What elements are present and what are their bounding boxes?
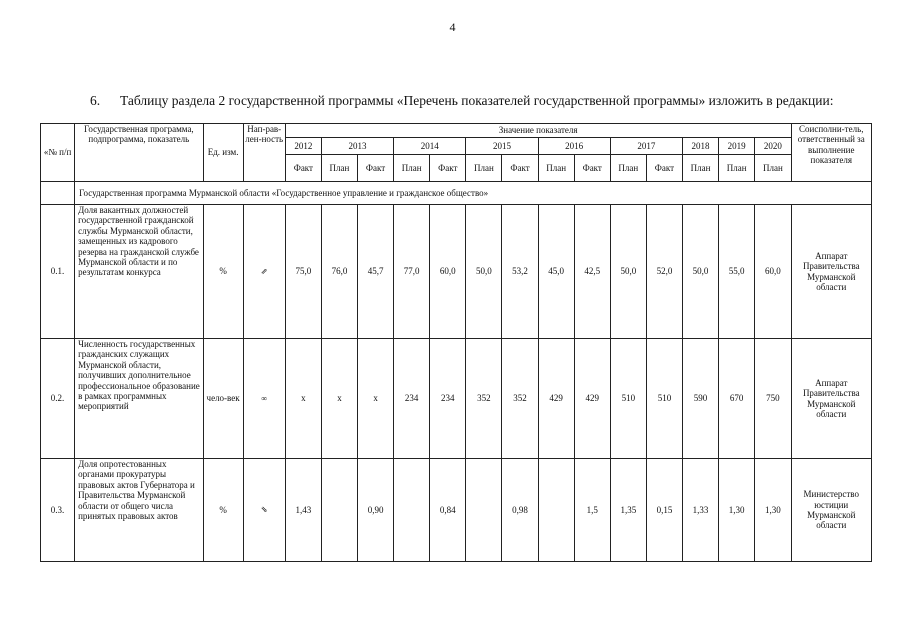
indicators-table [40, 123, 872, 562]
value-cell: 53,2 [502, 205, 538, 339]
value-cell: 750 [755, 339, 791, 459]
subheader-cell: План [719, 155, 755, 182]
value-cell: 352 [466, 339, 502, 459]
value-cell: 55,0 [719, 205, 755, 339]
row-unit: % [203, 205, 243, 339]
subheader-cell: План [466, 155, 502, 182]
row-unit: чело-век [203, 339, 243, 459]
value-cell: 1,30 [719, 459, 755, 562]
value-cell: 75,0 [285, 205, 321, 339]
subheader-cell: План [610, 155, 646, 182]
year-header: 2017 [610, 138, 682, 155]
value-cell: 234 [394, 339, 430, 459]
value-cell: 234 [430, 339, 466, 459]
year-header: 2015 [466, 138, 538, 155]
value-cell: 60,0 [755, 205, 791, 339]
row-indicator-name: Доля вакантных должностей государственной гражданской службы Мурманской области, замещенных из кадрового резерва на гражданской службе Мурманской области и по результатам конкурса [75, 205, 203, 339]
row-executor: Аппарат Правительства Мурманской области [791, 205, 871, 339]
program-row [41, 182, 872, 205]
value-cell [394, 459, 430, 562]
program-row-num [41, 182, 75, 205]
subheader-cell: Факт [646, 155, 682, 182]
value-cell: 50,0 [466, 205, 502, 339]
value-cell: 1,5 [574, 459, 610, 562]
value-cell: 45,7 [358, 205, 394, 339]
year-header: 2020 [755, 138, 791, 155]
value-cell: 50,0 [683, 205, 719, 339]
row-unit: % [203, 459, 243, 562]
value-cell: 50,0 [610, 205, 646, 339]
value-cell: 590 [683, 339, 719, 459]
table-row [41, 205, 872, 339]
intro-paragraph [38, 93, 873, 108]
header-unit: Ед. изм. [203, 124, 243, 182]
row-indicator-name: Численность государственных гражданских служащих Мурманской области, получивших дополнительное профессиональное образование в рамках программных мероприятий [75, 339, 203, 459]
value-cell: x [321, 339, 357, 459]
year-header: 2016 [538, 138, 610, 155]
value-cell: 0,15 [646, 459, 682, 562]
value-cell: 52,0 [646, 205, 682, 339]
year-header: 2013 [321, 138, 393, 155]
value-cell: 1,35 [610, 459, 646, 562]
value-cell: 0,98 [502, 459, 538, 562]
value-cell: 77,0 [394, 205, 430, 339]
program-title: Государственная программа Мурманской области «Государственное управление и гражданское общество» [75, 182, 872, 205]
year-header: 2014 [394, 138, 466, 155]
value-cell: 0,90 [358, 459, 394, 562]
value-cell: 60,0 [430, 205, 466, 339]
row-indicator-name: Доля опротестованных органами прокуратуры правовых актов Губернатора и Правительства Мурманской области от общего числа принятых правовых актов [75, 459, 203, 562]
table-row [41, 459, 872, 562]
value-cell: 1,33 [683, 459, 719, 562]
subheader-cell: Факт [502, 155, 538, 182]
value-cell: 1,30 [755, 459, 791, 562]
header-row-1 [41, 124, 872, 138]
arrow-up-icon [243, 205, 285, 339]
header-num: «№ п/п [41, 124, 75, 182]
row-executor: Министерство юстиции Мурманской области [791, 459, 871, 562]
subheader-cell: План [755, 155, 791, 182]
direction-glyph: ∞ [261, 393, 268, 403]
header-program: Государственная программа, подпрограмма, показатель [75, 124, 203, 182]
value-cell: 76,0 [321, 205, 357, 339]
value-cell: 510 [646, 339, 682, 459]
value-cell: 1,43 [285, 459, 321, 562]
value-cell: 352 [502, 339, 538, 459]
year-header: 2012 [285, 138, 321, 155]
row-num: 0.3. [41, 459, 75, 562]
value-cell: 670 [719, 339, 755, 459]
value-cell: 42,5 [574, 205, 610, 339]
value-cell: 510 [610, 339, 646, 459]
row-executor: Аппарат Правительства Мурманской области [791, 339, 871, 459]
subheader-cell: Факт [430, 155, 466, 182]
subheader-cell: План [394, 155, 430, 182]
infinity-icon [243, 339, 285, 459]
year-header: 2018 [683, 138, 719, 155]
value-cell [321, 459, 357, 562]
value-cell [466, 459, 502, 562]
row-num: 0.1. [41, 205, 75, 339]
subheader-cell: План [321, 155, 357, 182]
value-cell: 429 [574, 339, 610, 459]
subheader-cell: План [683, 155, 719, 182]
value-cell: x [285, 339, 321, 459]
year-header: 2019 [719, 138, 755, 155]
intro-number: 6. [90, 93, 101, 108]
direction-glyph: ⇗ [260, 266, 268, 276]
arrow-down-icon [243, 459, 285, 562]
direction-glyph: ⇘ [260, 505, 268, 515]
value-cell: x [358, 339, 394, 459]
subheader-cell: Факт [574, 155, 610, 182]
value-cell: 0,84 [430, 459, 466, 562]
header-value: Значение показателя [285, 124, 791, 138]
table-row [41, 339, 872, 459]
intro-text: Таблицу раздела 2 государственной программы «Перечень показателей государственной программы» изложить в редакции: [120, 93, 834, 108]
value-cell [538, 459, 574, 562]
value-cell: 429 [538, 339, 574, 459]
subheader-cell: Факт [285, 155, 321, 182]
header-executor: Соисполни-тель, ответственный за выполнение показателя [791, 124, 871, 182]
page-number: 4 [449, 20, 456, 34]
row-num: 0.2. [41, 339, 75, 459]
header-direction: Нап-рав-лен-ность [243, 124, 285, 182]
subheader-cell: Факт [358, 155, 394, 182]
subheader-cell: План [538, 155, 574, 182]
value-cell: 45,0 [538, 205, 574, 339]
